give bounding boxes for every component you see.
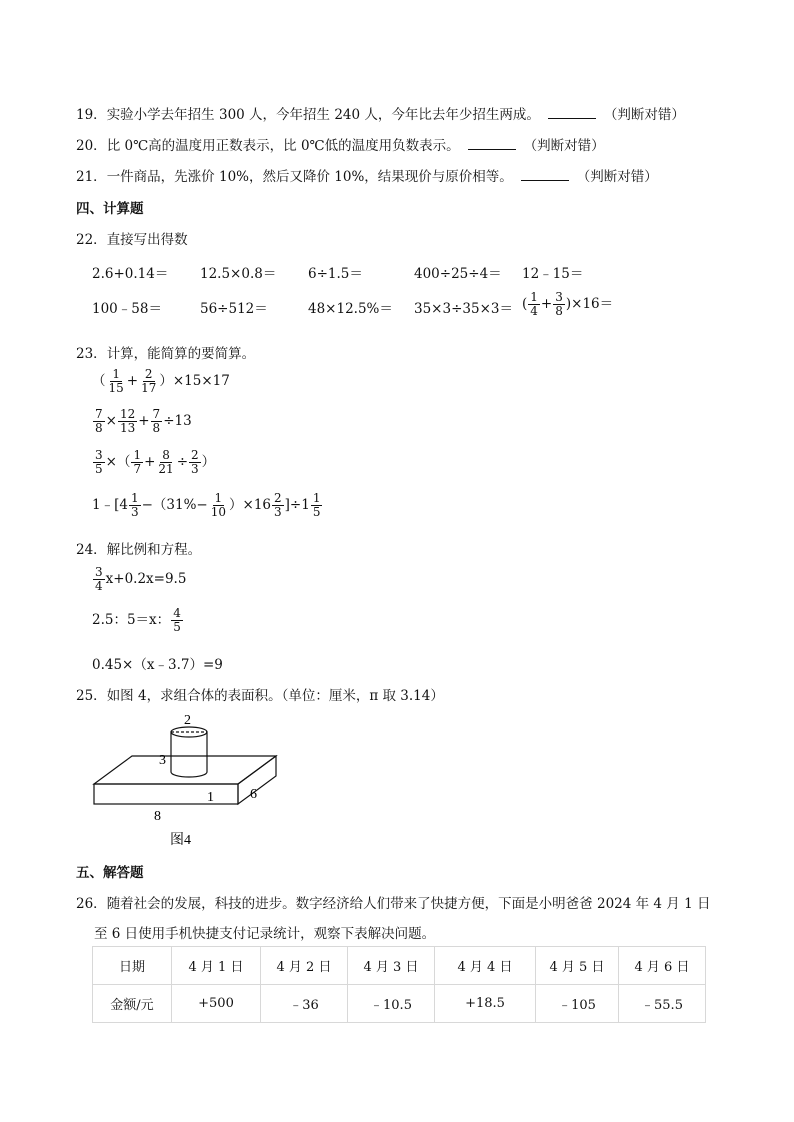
- fraction: $\frac{2}{3}$: [191, 448, 199, 476]
- fraction: $\frac{1}{4}$: [530, 290, 538, 318]
- calc-item: 56÷512＝: [200, 301, 268, 317]
- question-number: 23．: [76, 346, 107, 362]
- question-suffix: （判断对错）: [576, 169, 658, 185]
- table-cell: ﹣10.5: [348, 985, 435, 1023]
- table-cell: +500: [172, 985, 261, 1023]
- calc-item: 35×3÷35×3＝: [414, 301, 513, 317]
- question-suffix: （判断对错）: [523, 138, 605, 154]
- table-cell: 4 月 1 日: [172, 947, 261, 985]
- cuboid-top-face: [94, 756, 276, 784]
- cuboid-side-face: [238, 756, 276, 804]
- fraction: $\frac{1}{15}$: [108, 367, 124, 395]
- cuboid-front-face: [94, 784, 238, 804]
- fraction: $\frac{3}{8}$: [555, 290, 563, 318]
- label-thickness: 1: [207, 790, 214, 805]
- fraction: $\frac{1}{10}$: [210, 491, 227, 519]
- question-24: [76, 538, 201, 558]
- table-cell: +18.5: [435, 985, 536, 1023]
- table-cell: 4 月 3 日: [348, 947, 435, 985]
- calc-item: 100﹣58＝: [92, 301, 162, 317]
- calc-item: 12.5×0.8＝: [200, 266, 277, 282]
- question-25: [76, 684, 444, 704]
- question-number: 21．: [76, 169, 107, 185]
- question-number: 19．: [76, 107, 107, 123]
- fraction: $\frac{1}{3}$: [130, 491, 139, 519]
- question-text: 比 0℃高的温度用正数表示，比 0℃低的温度用负数表示。: [106, 138, 460, 154]
- equation-3: 0.45×（x﹣3.7）=9: [92, 657, 223, 673]
- fraction: $\frac{4}{5}$: [173, 606, 181, 634]
- table-cell: ﹣55.5: [619, 985, 706, 1023]
- table-row: [93, 985, 706, 1023]
- fraction: $\frac{3}{4}$: [95, 565, 103, 593]
- question-number: 25．: [76, 688, 107, 704]
- question-26-line-2: 至 6 日使用手机快捷支付记录统计，观察下表解决问题。: [94, 926, 436, 942]
- table-cell: 日期: [93, 947, 172, 985]
- answer-blank[interactable]: [521, 168, 569, 181]
- expression-3: $\frac{3}{5}$ ×（ $\frac{1}{7}$ + $\frac{8}{21}$ ÷ $\frac{2}{3}$ ）: [95, 448, 216, 476]
- calc-item: 2.6+0.14＝: [92, 266, 169, 282]
- label-diameter: 2: [184, 713, 191, 728]
- question-number: 24．: [76, 542, 107, 558]
- fraction: $\frac{2}{3}$: [274, 491, 282, 519]
- question-number: 20．: [76, 138, 107, 154]
- calc-item: 48×12.5%＝: [308, 301, 393, 317]
- calc-item: 6÷1.5＝: [308, 266, 363, 282]
- question-line-1: 随着社会的发展，科技的进步。数字经济给人们带来了快捷方便，下面是小明爸爸 2024 年 4 月 1 日: [106, 896, 711, 912]
- question-title: 如图 4，求组合体的表面积。（单位：厘米，π 取 3.14）: [106, 688, 444, 704]
- cylinder-bottom: [171, 772, 207, 777]
- question-26: [76, 892, 710, 912]
- question-20: [76, 134, 605, 154]
- fraction: $\frac{1}{5}$: [312, 491, 321, 519]
- table-cell: 4 月 6 日: [619, 947, 706, 985]
- equation-2: 2.5：5＝x： $\frac{4}{5}$: [92, 606, 181, 634]
- table-cell: 4 月 5 日: [536, 947, 619, 985]
- fraction: $\frac{7}{8}$: [95, 407, 103, 435]
- table-cell: 4 月 4 日: [435, 947, 536, 985]
- label-length: 8: [154, 809, 161, 824]
- table-header-row: [93, 947, 706, 985]
- question-22: [76, 228, 188, 248]
- fraction: $\frac{7}{8}$: [152, 407, 161, 435]
- question-number: 26．: [76, 896, 107, 912]
- equation-1: $\frac{3}{4}$ x+0.2x=9.5: [95, 565, 187, 593]
- payment-table: [92, 946, 706, 1023]
- section-heading-4: 四、计算题: [76, 201, 144, 217]
- question-text: 实验小学去年招生 300 人，今年招生 240 人，今年比去年少招生两成。: [106, 107, 540, 123]
- question-text: 一件商品，先涨价 10%，然后又降价 10%，结果现价与原价相等。: [106, 169, 513, 185]
- expression-1: （ $\frac{1}{15}$ + $\frac{2}{17}$ ）×15×17: [92, 367, 230, 395]
- table-cell: 金额/元: [93, 985, 172, 1023]
- expression-4: 1﹣[4 $\frac{1}{3}$ −（31%− $\frac{1}{10}$ ）×16 $\frac{2}{3}$ ]÷1 $\frac{1}{5}$: [92, 491, 321, 519]
- question-number: 22．: [76, 232, 107, 248]
- question-title: 解比例和方程。: [106, 542, 202, 558]
- section-heading-5: 五、解答题: [76, 865, 144, 881]
- question-title: 直接写出得数: [106, 232, 188, 248]
- label-height: 3: [159, 753, 166, 768]
- question-suffix: （判断对错）: [603, 107, 685, 123]
- fraction: $\frac{12}{13}$: [119, 407, 136, 435]
- fraction: $\frac{3}{5}$: [95, 448, 103, 476]
- question-21: [76, 165, 658, 185]
- answer-blank[interactable]: [548, 106, 596, 119]
- fraction: $\frac{8}{21}$: [158, 448, 174, 476]
- table-cell: ﹣36: [261, 985, 348, 1023]
- table-cell: ﹣105: [536, 985, 619, 1023]
- fraction: $\frac{2}{17}$: [141, 367, 157, 395]
- figure-caption: 图4: [170, 833, 191, 848]
- expression-2: $\frac{7}{8}$ × $\frac{12}{13}$ + $\frac{7}{8}$ ÷13: [95, 407, 192, 435]
- answer-blank[interactable]: [468, 137, 516, 150]
- calc-item-fraction: ( $\frac{1}{4}$ + $\frac{3}{8}$ )×16＝: [522, 290, 614, 318]
- question-title: 计算，能简算的要简算。: [106, 346, 256, 362]
- fraction: $\frac{1}{7}$: [133, 448, 142, 476]
- figure-4-solid: [86, 706, 286, 856]
- question-19: [76, 103, 685, 123]
- label-width: 6: [250, 787, 257, 802]
- table-cell: 4 月 2 日: [261, 947, 348, 985]
- question-23: [76, 342, 255, 362]
- calc-item: 400÷25÷4＝: [414, 266, 502, 282]
- calc-item: 12﹣15＝: [522, 266, 584, 282]
